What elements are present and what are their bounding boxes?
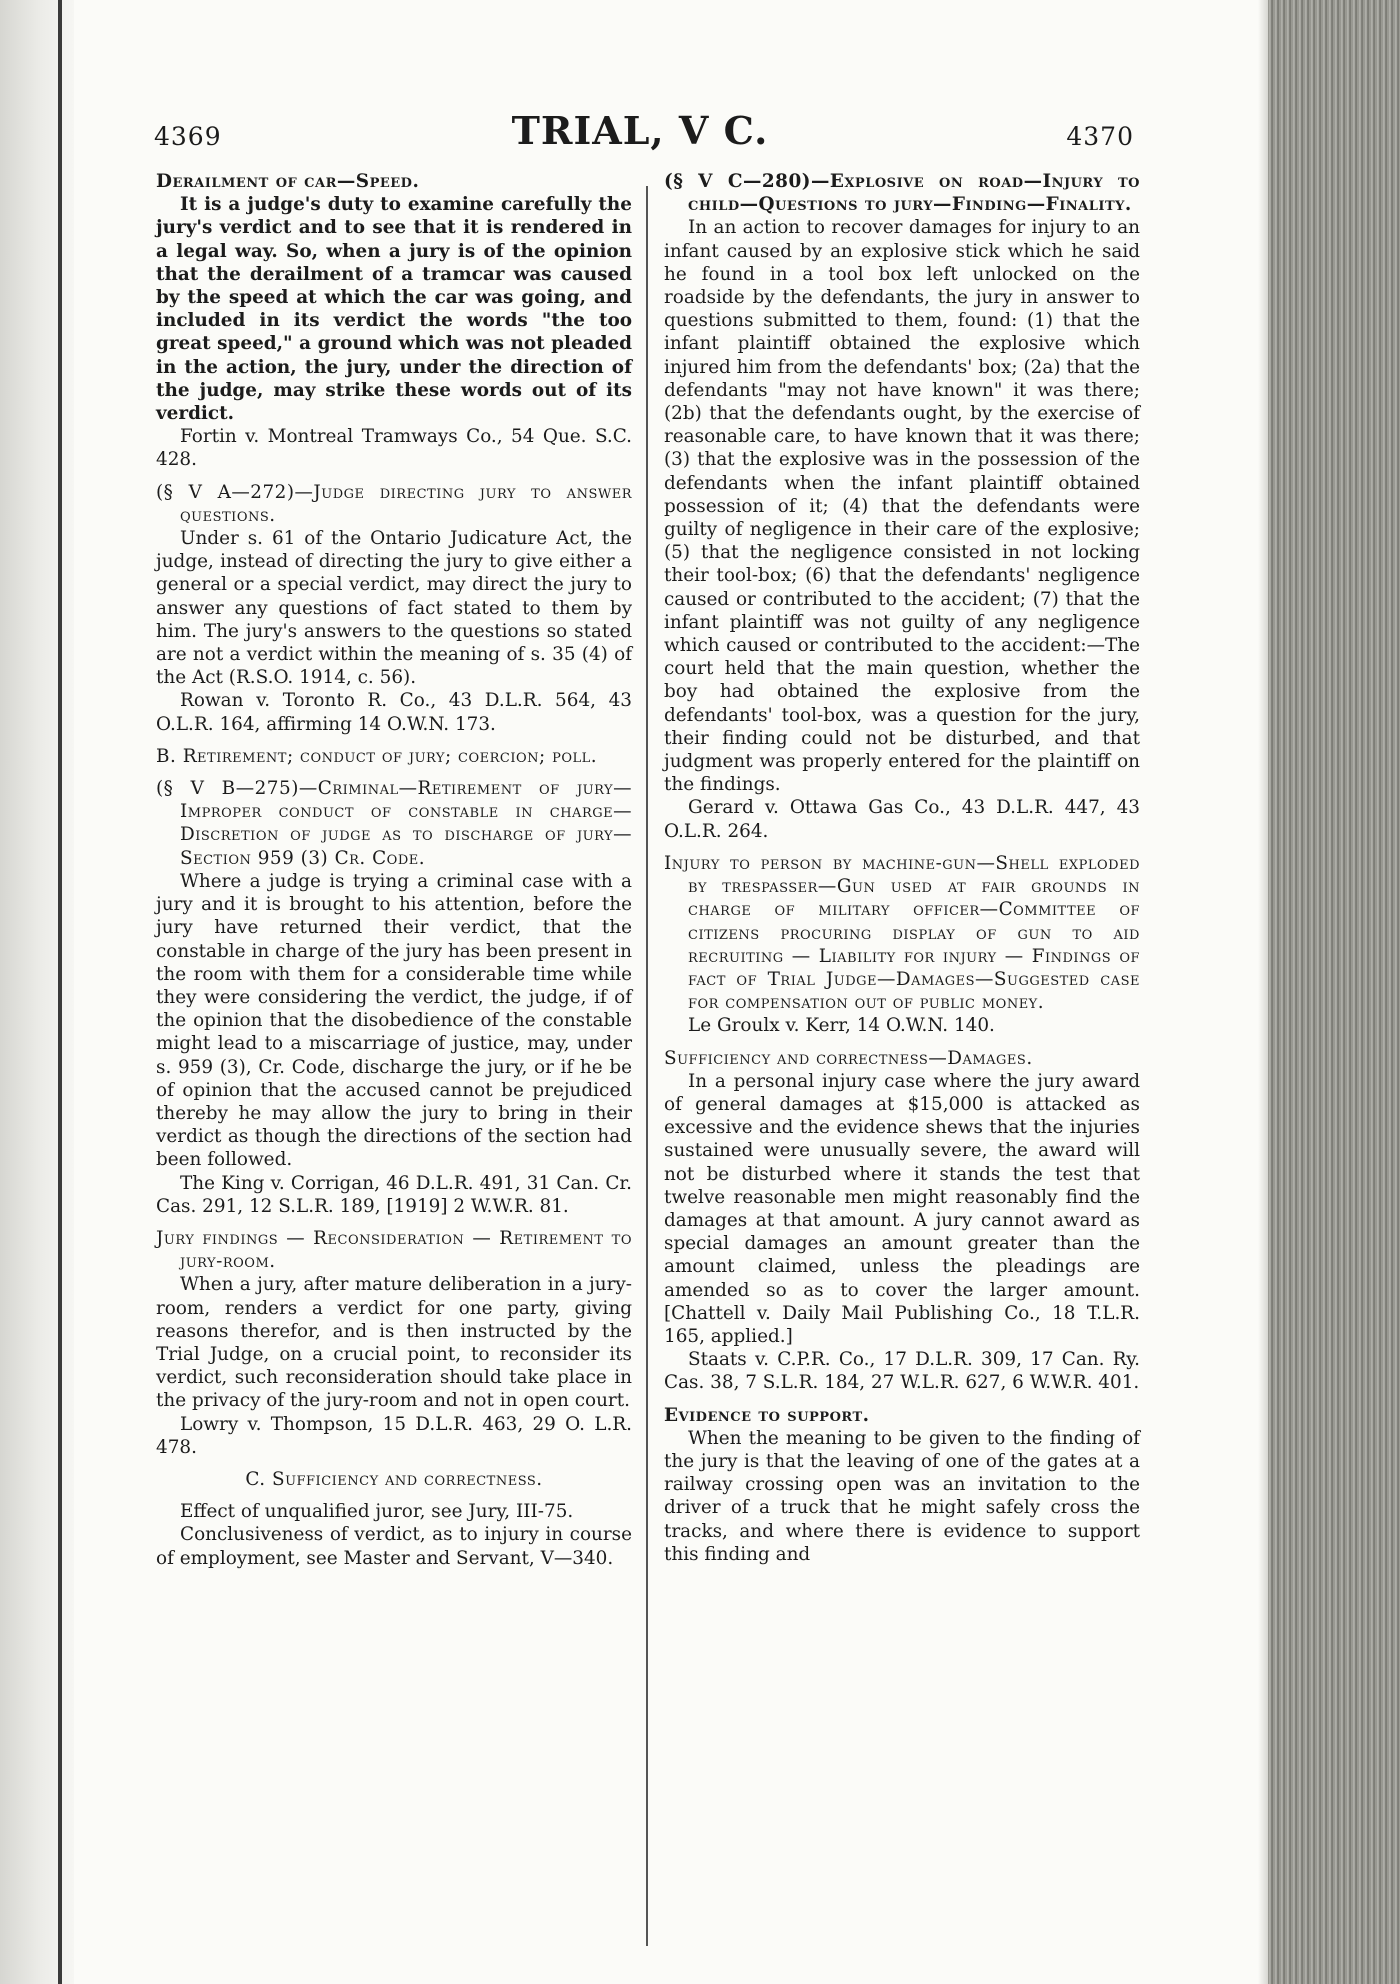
book-fore-edge bbox=[1268, 0, 1400, 1984]
case-citation: Lowry v. Thompson, 15 D.L.R. 463, 29 O. L.R. 478. bbox=[156, 1413, 632, 1458]
case-citation: Rowan v. Toronto R. Co., 43 D.L.R. 564, 43 O.L.R. 164, affirming 14 O.W.N. 173. bbox=[156, 690, 632, 735]
section-heading: (§ V B—275)—Criminal—Retirement of jury—Improper conduct of constable in charge—Discretion of judge as to discharge of jury—Section 959 (3) Cr. Code. bbox=[156, 778, 632, 869]
section-heading: Derailment of car—Speed. bbox=[156, 171, 420, 192]
subdivision-heading: B. Retirement; conduct of jury; coercion; poll. bbox=[156, 745, 598, 767]
book-page bbox=[150, 108, 1140, 1938]
paragraph: When the meaning to be given to the finding of the jury is that the leaving of one of the gates at a railway crossing open was an invitation to the driver of a truck that he might safely cross the tracks, and where there is evidence to support this finding and bbox=[664, 1427, 1140, 1565]
case-citation: The King v. Corrigan, 46 D.L.R. 491, 31 Can. Cr. Cas. 291, 12 S.L.R. 189, [1919] 2 W.W.R. 81. bbox=[156, 1172, 632, 1217]
gutter-line bbox=[58, 0, 62, 1984]
page-number-left: 4369 bbox=[154, 122, 222, 151]
adjacent-page-edge bbox=[0, 0, 74, 1984]
section-heading: Sufficiency and correctness—Damages. bbox=[664, 1047, 1033, 1069]
subdivision-heading: C. Sufficiency and correctness. bbox=[245, 1468, 543, 1490]
section-heading: Evidence to support. bbox=[664, 1404, 870, 1426]
section-heading: Jury findings — Reconsideration — Retirement to jury-room. bbox=[156, 1227, 632, 1273]
paragraph: When a jury, after mature deliberation in a jury-room, renders a verdict for one party, giving reasons therefor, and is then instructed by the Trial Judge, on a crucial point, to reconsider its verdict, such reconsideration should take place in the privacy of the jury-room and not in open court. bbox=[156, 1274, 632, 1412]
paragraph: In a personal injury case where the jury award of general damages at $15,000 is attacked as excessive and the evidence shews that the injuries sustained were unusually severe, the award will not be disturbed where it stands the test that twelve reasonable men might reasonably find the damages at that amount. A jury cannot award as special damages an amount greater than the amount claimed, unless the pleadings are amended so as to cover the larger amount. [Chattell v. Daily Mail Publishing Co., 18 T.L.R. 165, applied.] bbox=[664, 1070, 1140, 1347]
paragraph: It is a judge's duty to examine carefully the jury's verdict and to see that it is rendered in a legal way. So, when a jury is of the opinion that the derailment of a tramcar was caused by the speed at which the car was going, and included in its verdict the words "the too great speed," a ground which was not pleaded in the action, the jury, under the direction of the judge, may strike these words out of its verdict. bbox=[156, 194, 632, 425]
paragraph: Under s. 61 of the Ontario Judicature Act, the judge, instead of directing the jury to give either a general or a special verdict, may direct the jury to answer any questions of fact stated to them by him. The jury's answers to the questions so stated are not a verdict within the meaning of s. 35 (4) of the Act (R.S.O. 1914, c. 56). bbox=[156, 528, 632, 689]
paragraph: Where a judge is trying a criminal case with a jury and it is brought to his attention, before the jury have returned their verdict, that the constable in charge of the jury has been present in the room with them for a considerable time while they were considering the verdict, the judge, if of the opinion that the disobedience of the constable might lead to a miscarriage of justice, may, under s. 959 (3), Cr. Code, discharge the jury, or if he be of opinion that the accused cannot be prejudiced thereby he may allow the jury to bring in their verdict as though the directions of the section had been followed. bbox=[156, 870, 632, 1171]
right-column bbox=[664, 170, 1140, 1566]
paragraph: In an action to recover damages for injury to an infant caused by an explosive stick which he said he found in a tool box left unlocked on the roadside by the defendants, the jury in answer to questions submitted to them, found: (1) that the infant plaintiff obtained the explosive which injured him from the defendants' box; (2a) that the defendants "may not have known" it was there; (2b) that the defendants ought, by the exercise of reasonable care, to have known that it was there; (3) that the explosive was in the possession of the defendants when the infant plaintiff obtained possession of it; (4) that the defendants were guilty of negligence in their care of the explosive; (5) that the negligence consisted in not locking their tool-box; (6) that the defendants' negligence caused or contributed to the accident; (7) that the infant plaintiff was not guilty of any negligence which caused or contributed to the accident:—The court held that the main question, whether the boy had obtained the explosive from the defendants' tool-box, was a question for the jury, their finding could not be disturbed, and that judgment was properly entered for the plaintiff on the findings. bbox=[664, 217, 1140, 796]
left-column bbox=[156, 170, 632, 1570]
section-heading: (§ V C—280)—Explosive on road—Injury to child—Questions to jury—Finding—Finality. bbox=[664, 171, 1140, 216]
page-number-right: 4370 bbox=[1066, 122, 1134, 151]
section-heading: (§ V A—272)—Judge directing jury to answer questions. bbox=[156, 481, 632, 526]
case-citation: Fortin v. Montreal Tramways Co., 54 Que. S.C. 428. bbox=[156, 426, 632, 471]
case-citation: Staats v. C.P.R. Co., 17 D.L.R. 309, 17 Can. Ry. Cas. 38, 7 S.L.R. 184, 27 W.L.R. 627, 6 W.W.R. 401. bbox=[664, 1349, 1140, 1394]
case-citation: Le Groulx v. Kerr, 14 O.W.N. 140. bbox=[688, 1015, 995, 1037]
cross-reference: Conclusiveness of verdict, as to injury in course of employment, see Master and Servant, V—340. bbox=[156, 1524, 632, 1569]
case-citation: Gerard v. Ottawa Gas Co., 43 D.L.R. 447, 43 O.L.R. 264. bbox=[664, 797, 1140, 842]
running-head bbox=[150, 108, 1134, 170]
running-title: TRIAL, V C. bbox=[511, 108, 769, 153]
cross-reference: Effect of unqualified juror, see Jury, III-75. bbox=[180, 1501, 574, 1523]
column-divider bbox=[646, 186, 648, 1946]
section-heading: Injury to person by machine-gun—Shell exploded by trespasser—Gun used at fair grounds in charge of military officer—Committee of citizens procuring display of gun to aid recruiting — Liability for injury — Findings of fact of Trial Judge—Damages—Suggested case for compensation out of public money. bbox=[664, 852, 1140, 1014]
